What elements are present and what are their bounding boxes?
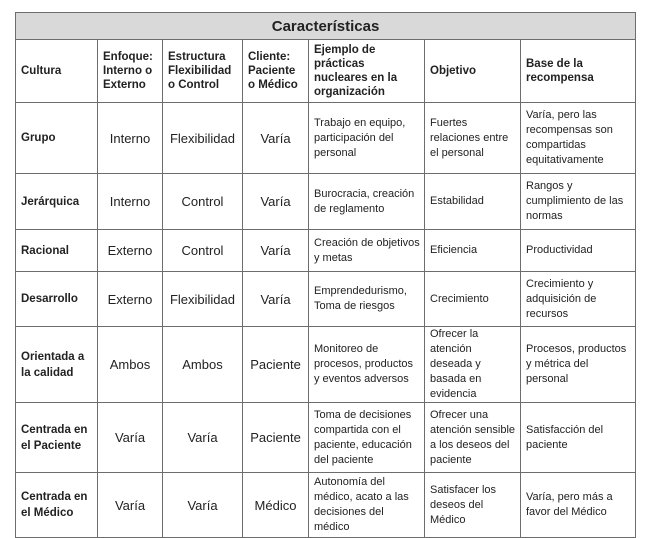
table-row <box>16 403 636 473</box>
enfoque-cell: Varía <box>98 403 163 473</box>
cliente-cell: Paciente <box>243 403 309 473</box>
column-header-estructura: Estructura Flexibilidad o Control <box>163 40 243 103</box>
column-header-cliente: Cliente: Paciente o Médico <box>243 40 309 103</box>
objetivo-cell: Ofrecer una atención sensible a los deseos del paciente <box>425 403 521 473</box>
table-row <box>16 327 636 403</box>
enfoque-cell: Interno <box>98 103 163 174</box>
recompensa-cell: Satisfacción del paciente <box>521 403 636 473</box>
recompensa-cell: Varía, pero más a favor del Médico <box>521 473 636 538</box>
cultura-cell: Grupo <box>16 103 98 174</box>
table-row <box>16 272 636 327</box>
cliente-cell: Varía <box>243 174 309 230</box>
header-row <box>16 40 636 103</box>
practicas-cell: Autonomía del médico, acato a las decisiones del médico <box>309 473 425 538</box>
practicas-cell: Emprendedurismo, Toma de riesgos <box>309 272 425 327</box>
estructura-cell: Varía <box>163 403 243 473</box>
objetivo-cell: Satisfacer los deseos del Médico <box>425 473 521 538</box>
practicas-cell: Trabajo en equipo, participación del personal <box>309 103 425 174</box>
objetivo-cell: Ofrecer la atención deseada y basada en evidencia <box>425 327 521 403</box>
enfoque-cell: Varía <box>98 473 163 538</box>
cultura-cell: Racional <box>16 230 98 272</box>
cultura-cell: Centrada en el Médico <box>16 473 98 538</box>
cliente-cell: Varía <box>243 230 309 272</box>
objetivo-cell: Fuertes relaciones entre el personal <box>425 103 521 174</box>
culture-characteristics-table <box>15 12 636 538</box>
cultura-cell: Desarrollo <box>16 272 98 327</box>
cliente-cell: Varía <box>243 272 309 327</box>
cultura-cell: Jerárquica <box>16 174 98 230</box>
enfoque-cell: Externo <box>98 272 163 327</box>
enfoque-cell: Interno <box>98 174 163 230</box>
estructura-cell: Control <box>163 174 243 230</box>
practicas-cell: Burocracia, creación de reglamento <box>309 174 425 230</box>
practicas-cell: Monitoreo de procesos, productos y eventos adversos <box>309 327 425 403</box>
recompensa-cell: Crecimiento y adquisición de recursos <box>521 272 636 327</box>
cliente-cell: Varía <box>243 103 309 174</box>
recompensa-cell: Procesos, productos y métrica del personal <box>521 327 636 403</box>
cliente-cell: Paciente <box>243 327 309 403</box>
column-header-recompensa: Base de la recompensa <box>521 40 636 103</box>
estructura-cell: Varía <box>163 473 243 538</box>
recompensa-cell: Productividad <box>521 230 636 272</box>
column-header-practicas: Ejemplo de prácticas nucleares en la organización <box>309 40 425 103</box>
enfoque-cell: Externo <box>98 230 163 272</box>
objetivo-cell: Eficiencia <box>425 230 521 272</box>
practicas-cell: Creación de objetivos y metas <box>309 230 425 272</box>
estructura-cell: Flexibilidad <box>163 272 243 327</box>
recompensa-cell: Varía, pero las recompensas son compartidas equitativamente <box>521 103 636 174</box>
column-header-enfoque: Enfoque: Interno o Externo <box>98 40 163 103</box>
objetivo-cell: Crecimiento <box>425 272 521 327</box>
estructura-cell: Control <box>163 230 243 272</box>
table-row <box>16 174 636 230</box>
recompensa-cell: Rangos y cumplimiento de las normas <box>521 174 636 230</box>
cliente-cell: Médico <box>243 473 309 538</box>
estructura-cell: Ambos <box>163 327 243 403</box>
table-row <box>16 103 636 174</box>
cultura-cell: Centrada en el Paciente <box>16 403 98 473</box>
table-row <box>16 473 636 538</box>
column-header-cultura: Cultura <box>16 40 98 103</box>
column-header-objetivo: Objetivo <box>425 40 521 103</box>
estructura-cell: Flexibilidad <box>163 103 243 174</box>
table-row <box>16 230 636 272</box>
practicas-cell: Toma de decisiones compartida con el paciente, educación del paciente <box>309 403 425 473</box>
objetivo-cell: Estabilidad <box>425 174 521 230</box>
cultura-cell: Orientada a la calidad <box>16 327 98 403</box>
enfoque-cell: Ambos <box>98 327 163 403</box>
table-title: Características <box>16 13 636 40</box>
culture-table-container <box>15 12 635 538</box>
